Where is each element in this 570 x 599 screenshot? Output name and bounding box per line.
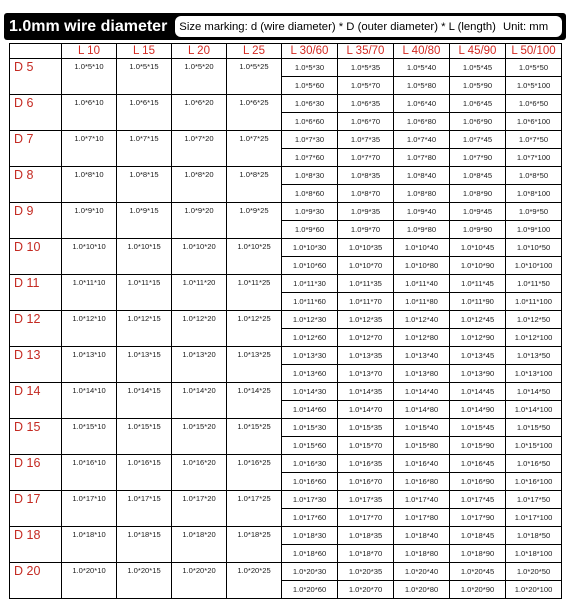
size-cell: 1.0*12*80: [394, 329, 450, 347]
size-cell: 1.0*17*90: [450, 509, 506, 527]
size-cell: 1.0*9*10: [62, 203, 117, 239]
table-row: [10, 203, 562, 221]
table-row: [10, 347, 562, 365]
size-cell: 1.0*5*20: [172, 59, 227, 95]
size-cell: 1.0*13*100: [506, 365, 562, 383]
size-cell: 1.0*8*60: [282, 185, 338, 203]
size-cell: 1.0*5*70: [338, 77, 394, 95]
unit-text: Unit: mm: [502, 20, 549, 33]
size-cell: 1.0*15*45: [450, 419, 506, 437]
size-cell: 1.0*6*100: [506, 113, 562, 131]
table-row: [10, 95, 562, 113]
size-cell: 1.0*11*25: [227, 275, 282, 311]
size-cell: 1.0*10*15: [117, 239, 172, 275]
size-cell: 1.0*14*25: [227, 383, 282, 419]
table-row: [10, 563, 562, 581]
size-cell: 1.0*15*10: [62, 419, 117, 455]
table-row: [10, 131, 562, 149]
size-cell: 1.0*18*70: [338, 545, 394, 563]
size-cell: 1.0*11*90: [450, 293, 506, 311]
size-cell: 1.0*20*70: [338, 581, 394, 599]
size-cell: 1.0*8*45: [450, 167, 506, 185]
column-header: L 10: [62, 44, 117, 59]
size-cell: 1.0*9*90: [450, 221, 506, 239]
size-cell: 1.0*13*90: [450, 365, 506, 383]
size-cell: 1.0*12*30: [282, 311, 338, 329]
row-label: D 6: [10, 95, 62, 131]
size-cell: 1.0*13*50: [506, 347, 562, 365]
size-cell: 1.0*8*40: [394, 167, 450, 185]
page-title: 1.0mm wire diameter: [9, 17, 168, 35]
table-row: [10, 527, 562, 545]
size-cell: 1.0*11*30: [282, 275, 338, 293]
size-cell: 1.0*6*20: [172, 95, 227, 131]
size-cell: 1.0*17*30: [282, 491, 338, 509]
row-label: D 18: [10, 527, 62, 563]
size-cell: 1.0*6*60: [282, 113, 338, 131]
size-marking-text: Size marking: d (wire diameter) * D (outer diameter) * L (length): [179, 20, 496, 33]
size-cell: 1.0*17*45: [450, 491, 506, 509]
size-cell: 1.0*15*90: [450, 437, 506, 455]
row-label: D 20: [10, 563, 62, 599]
size-cell: 1.0*6*45: [450, 95, 506, 113]
size-cell: 1.0*9*50: [506, 203, 562, 221]
size-cell: 1.0*7*60: [282, 149, 338, 167]
table-row: [10, 167, 562, 185]
size-cell: 1.0*15*100: [506, 437, 562, 455]
size-cell: 1.0*17*20: [172, 491, 227, 527]
size-cell: 1.0*9*40: [394, 203, 450, 221]
size-cell: 1.0*20*10: [62, 563, 117, 599]
size-cell: 1.0*7*100: [506, 149, 562, 167]
size-cell: 1.0*17*15: [117, 491, 172, 527]
row-label: D 5: [10, 59, 62, 95]
size-cell: 1.0*14*20: [172, 383, 227, 419]
table-row: [10, 455, 562, 473]
size-cell: 1.0*16*90: [450, 473, 506, 491]
size-cell: 1.0*10*45: [450, 239, 506, 257]
size-cell: 1.0*6*40: [394, 95, 450, 113]
size-cell: 1.0*15*70: [338, 437, 394, 455]
size-cell: 1.0*18*50: [506, 527, 562, 545]
size-cell: 1.0*17*40: [394, 491, 450, 509]
size-cell: 1.0*16*100: [506, 473, 562, 491]
size-cell: 1.0*5*50: [506, 59, 562, 77]
size-cell: 1.0*14*15: [117, 383, 172, 419]
size-cell: 1.0*16*40: [394, 455, 450, 473]
size-cell: 1.0*20*15: [117, 563, 172, 599]
size-cell: 1.0*14*100: [506, 401, 562, 419]
size-cell: 1.0*13*35: [338, 347, 394, 365]
size-cell: 1.0*13*45: [450, 347, 506, 365]
size-cell: 1.0*6*15: [117, 95, 172, 131]
size-cell: 1.0*16*45: [450, 455, 506, 473]
size-cell: 1.0*6*90: [450, 113, 506, 131]
size-cell: 1.0*12*20: [172, 311, 227, 347]
size-cell: 1.0*5*30: [282, 59, 338, 77]
size-cell: 1.0*7*80: [394, 149, 450, 167]
size-cell: 1.0*20*60: [282, 581, 338, 599]
size-cell: 1.0*5*35: [338, 59, 394, 77]
size-cell: 1.0*13*60: [282, 365, 338, 383]
column-header: L 15: [117, 44, 172, 59]
size-cell: 1.0*16*80: [394, 473, 450, 491]
size-cell: 1.0*9*45: [450, 203, 506, 221]
size-cell: 1.0*15*50: [506, 419, 562, 437]
size-cell: 1.0*16*50: [506, 455, 562, 473]
table-row: [10, 275, 562, 293]
size-cell: 1.0*15*25: [227, 419, 282, 455]
row-label: D 17: [10, 491, 62, 527]
size-cell: 1.0*14*70: [338, 401, 394, 419]
size-marking-box: [175, 16, 562, 37]
size-cell: 1.0*17*25: [227, 491, 282, 527]
size-cell: 1.0*16*10: [62, 455, 117, 491]
size-cell: 1.0*11*50: [506, 275, 562, 293]
size-cell: 1.0*17*35: [338, 491, 394, 509]
size-cell: 1.0*13*70: [338, 365, 394, 383]
size-cell: 1.0*16*20: [172, 455, 227, 491]
column-header: L 20: [172, 44, 227, 59]
size-cell: 1.0*12*10: [62, 311, 117, 347]
row-label: D 16: [10, 455, 62, 491]
size-cell: 1.0*17*50: [506, 491, 562, 509]
size-cell: 1.0*5*60: [282, 77, 338, 95]
size-cell: 1.0*13*30: [282, 347, 338, 365]
size-cell: 1.0*18*35: [338, 527, 394, 545]
size-cell: 1.0*18*100: [506, 545, 562, 563]
size-cell: 1.0*11*60: [282, 293, 338, 311]
row-label: D 9: [10, 203, 62, 239]
size-cell: 1.0*17*60: [282, 509, 338, 527]
size-cell: 1.0*20*20: [172, 563, 227, 599]
size-cell: 1.0*10*10: [62, 239, 117, 275]
size-cell: 1.0*14*50: [506, 383, 562, 401]
column-header: L 25: [227, 44, 282, 59]
size-cell: 1.0*14*30: [282, 383, 338, 401]
size-cell: 1.0*12*40: [394, 311, 450, 329]
size-cell: 1.0*8*90: [450, 185, 506, 203]
size-cell: 1.0*18*45: [450, 527, 506, 545]
size-cell: 1.0*16*25: [227, 455, 282, 491]
size-cell: 1.0*8*25: [227, 167, 282, 203]
size-cell: 1.0*7*50: [506, 131, 562, 149]
size-cell: 1.0*12*45: [450, 311, 506, 329]
row-label: D 13: [10, 347, 62, 383]
size-cell: 1.0*7*90: [450, 149, 506, 167]
size-cell: 1.0*15*80: [394, 437, 450, 455]
size-cell: 1.0*11*10: [62, 275, 117, 311]
size-cell: 1.0*8*100: [506, 185, 562, 203]
size-cell: 1.0*12*100: [506, 329, 562, 347]
size-cell: 1.0*17*10: [62, 491, 117, 527]
table-row: [10, 59, 562, 77]
size-cell: 1.0*14*35: [338, 383, 394, 401]
size-cell: 1.0*10*30: [282, 239, 338, 257]
title-bar: [4, 13, 566, 40]
size-cell: 1.0*13*80: [394, 365, 450, 383]
size-cell: 1.0*9*70: [338, 221, 394, 239]
size-cell: 1.0*15*35: [338, 419, 394, 437]
size-cell: 1.0*9*25: [227, 203, 282, 239]
spec-table-body: [10, 59, 562, 599]
row-label: D 14: [10, 383, 62, 419]
size-cell: 1.0*6*10: [62, 95, 117, 131]
spec-table: [9, 43, 562, 599]
size-cell: 1.0*7*20: [172, 131, 227, 167]
size-cell: 1.0*13*10: [62, 347, 117, 383]
size-cell: 1.0*15*20: [172, 419, 227, 455]
size-cell: 1.0*14*10: [62, 383, 117, 419]
size-cell: 1.0*9*35: [338, 203, 394, 221]
size-cell: 1.0*14*60: [282, 401, 338, 419]
row-label: D 7: [10, 131, 62, 167]
size-cell: 1.0*7*25: [227, 131, 282, 167]
size-cell: 1.0*5*15: [117, 59, 172, 95]
corner-cell: [10, 44, 62, 59]
size-cell: 1.0*18*15: [117, 527, 172, 563]
row-label: D 12: [10, 311, 62, 347]
size-cell: 1.0*7*40: [394, 131, 450, 149]
size-cell: 1.0*18*80: [394, 545, 450, 563]
size-cell: 1.0*14*90: [450, 401, 506, 419]
size-cell: 1.0*10*50: [506, 239, 562, 257]
size-cell: 1.0*5*10: [62, 59, 117, 95]
size-cell: 1.0*8*80: [394, 185, 450, 203]
size-cell: 1.0*18*90: [450, 545, 506, 563]
size-cell: 1.0*17*100: [506, 509, 562, 527]
size-cell: 1.0*20*100: [506, 581, 562, 599]
table-row: [10, 311, 562, 329]
size-cell: 1.0*18*30: [282, 527, 338, 545]
size-cell: 1.0*16*35: [338, 455, 394, 473]
size-cell: 1.0*12*60: [282, 329, 338, 347]
size-cell: 1.0*16*70: [338, 473, 394, 491]
size-cell: 1.0*9*100: [506, 221, 562, 239]
size-cell: 1.0*18*10: [62, 527, 117, 563]
size-cell: 1.0*7*30: [282, 131, 338, 149]
size-cell: 1.0*14*80: [394, 401, 450, 419]
size-cell: 1.0*16*15: [117, 455, 172, 491]
size-cell: 1.0*10*80: [394, 257, 450, 275]
column-header: L 35/70: [338, 44, 394, 59]
size-cell: 1.0*10*40: [394, 239, 450, 257]
column-header: L 40/80: [394, 44, 450, 59]
size-cell: 1.0*17*70: [338, 509, 394, 527]
size-cell: 1.0*11*15: [117, 275, 172, 311]
size-cell: 1.0*20*50: [506, 563, 562, 581]
size-cell: 1.0*14*45: [450, 383, 506, 401]
size-cell: 1.0*8*30: [282, 167, 338, 185]
size-cell: 1.0*10*60: [282, 257, 338, 275]
size-cell: 1.0*10*70: [338, 257, 394, 275]
size-cell: 1.0*5*90: [450, 77, 506, 95]
size-cell: 1.0*15*40: [394, 419, 450, 437]
size-cell: 1.0*10*100: [506, 257, 562, 275]
size-cell: 1.0*18*25: [227, 527, 282, 563]
size-cell: 1.0*10*90: [450, 257, 506, 275]
size-cell: 1.0*11*35: [338, 275, 394, 293]
size-cell: 1.0*16*30: [282, 455, 338, 473]
size-cell: 1.0*13*40: [394, 347, 450, 365]
size-cell: 1.0*12*50: [506, 311, 562, 329]
size-cell: 1.0*6*50: [506, 95, 562, 113]
size-cell: 1.0*20*40: [394, 563, 450, 581]
size-cell: 1.0*6*80: [394, 113, 450, 131]
size-cell: 1.0*12*35: [338, 311, 394, 329]
size-cell: 1.0*11*70: [338, 293, 394, 311]
size-cell: 1.0*8*35: [338, 167, 394, 185]
size-cell: 1.0*12*90: [450, 329, 506, 347]
header-row: [10, 44, 562, 59]
table-row: [10, 383, 562, 401]
size-cell: 1.0*11*45: [450, 275, 506, 293]
size-cell: 1.0*7*35: [338, 131, 394, 149]
size-cell: 1.0*11*80: [394, 293, 450, 311]
column-header: L 30/60: [282, 44, 338, 59]
size-cell: 1.0*14*40: [394, 383, 450, 401]
size-cell: 1.0*6*25: [227, 95, 282, 131]
size-cell: 1.0*13*15: [117, 347, 172, 383]
size-cell: 1.0*20*25: [227, 563, 282, 599]
size-cell: 1.0*12*15: [117, 311, 172, 347]
size-cell: 1.0*9*15: [117, 203, 172, 239]
size-cell: 1.0*9*30: [282, 203, 338, 221]
size-cell: 1.0*10*35: [338, 239, 394, 257]
size-cell: 1.0*10*25: [227, 239, 282, 275]
size-cell: 1.0*8*70: [338, 185, 394, 203]
size-cell: 1.0*6*70: [338, 113, 394, 131]
size-cell: 1.0*5*100: [506, 77, 562, 95]
size-cell: 1.0*13*25: [227, 347, 282, 383]
size-cell: 1.0*20*30: [282, 563, 338, 581]
row-label: D 10: [10, 239, 62, 275]
size-cell: 1.0*6*30: [282, 95, 338, 113]
size-cell: 1.0*12*70: [338, 329, 394, 347]
size-cell: 1.0*17*80: [394, 509, 450, 527]
size-cell: 1.0*5*80: [394, 77, 450, 95]
row-label: D 15: [10, 419, 62, 455]
size-cell: 1.0*7*10: [62, 131, 117, 167]
size-cell: 1.0*11*20: [172, 275, 227, 311]
size-cell: 1.0*15*15: [117, 419, 172, 455]
size-cell: 1.0*5*25: [227, 59, 282, 95]
size-cell: 1.0*18*40: [394, 527, 450, 545]
size-cell: 1.0*18*20: [172, 527, 227, 563]
size-cell: 1.0*9*80: [394, 221, 450, 239]
size-cell: 1.0*5*45: [450, 59, 506, 77]
row-label: D 11: [10, 275, 62, 311]
size-cell: 1.0*8*10: [62, 167, 117, 203]
size-cell: 1.0*11*40: [394, 275, 450, 293]
size-cell: 1.0*15*30: [282, 419, 338, 437]
size-cell: 1.0*12*25: [227, 311, 282, 347]
size-cell: 1.0*15*60: [282, 437, 338, 455]
table-row: [10, 491, 562, 509]
size-cell: 1.0*8*20: [172, 167, 227, 203]
size-cell: 1.0*5*40: [394, 59, 450, 77]
table-row: [10, 239, 562, 257]
size-cell: 1.0*8*50: [506, 167, 562, 185]
column-header: L 45/90: [450, 44, 506, 59]
size-cell: 1.0*7*15: [117, 131, 172, 167]
size-cell: 1.0*6*35: [338, 95, 394, 113]
size-cell: 1.0*10*20: [172, 239, 227, 275]
size-cell: 1.0*9*20: [172, 203, 227, 239]
size-cell: 1.0*16*60: [282, 473, 338, 491]
size-cell: 1.0*7*70: [338, 149, 394, 167]
row-label: D 8: [10, 167, 62, 203]
size-cell: 1.0*13*20: [172, 347, 227, 383]
size-cell: 1.0*9*60: [282, 221, 338, 239]
column-header: L 50/100: [506, 44, 562, 59]
size-cell: 1.0*20*80: [394, 581, 450, 599]
size-cell: 1.0*20*45: [450, 563, 506, 581]
size-cell: 1.0*20*90: [450, 581, 506, 599]
size-cell: 1.0*8*15: [117, 167, 172, 203]
size-cell: 1.0*18*60: [282, 545, 338, 563]
size-cell: 1.0*7*45: [450, 131, 506, 149]
size-cell: 1.0*11*100: [506, 293, 562, 311]
table-row: [10, 419, 562, 437]
size-cell: 1.0*20*35: [338, 563, 394, 581]
